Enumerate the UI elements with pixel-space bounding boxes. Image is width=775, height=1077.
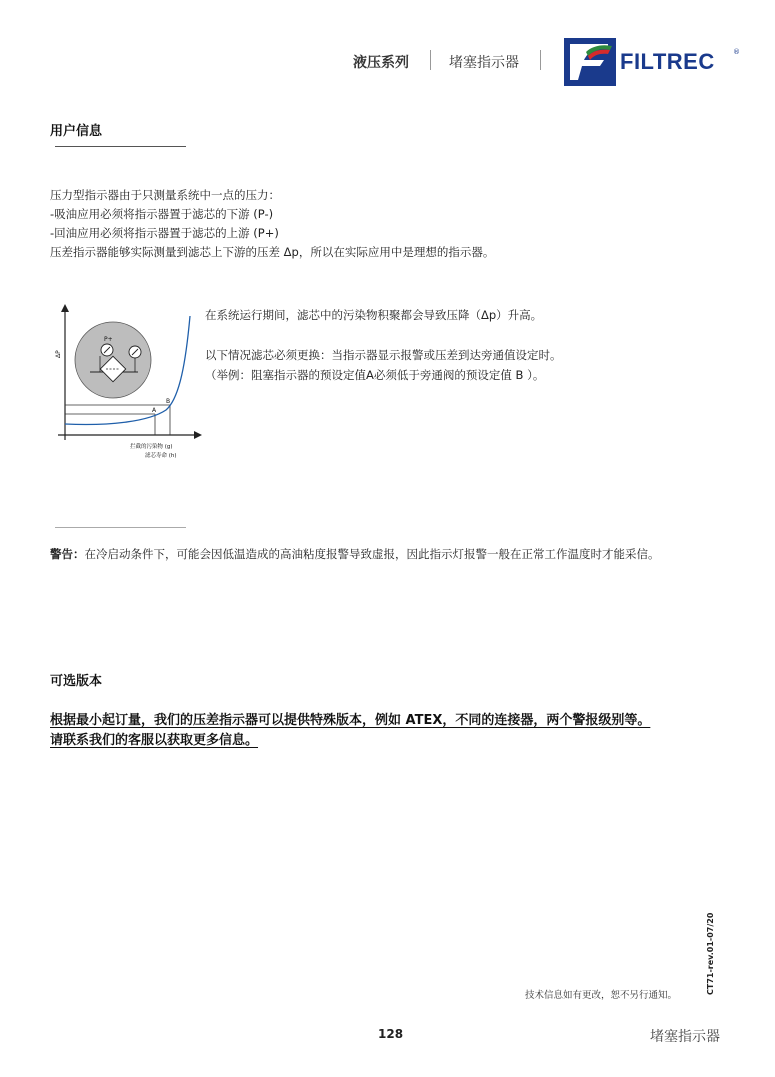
footer-product: 堵塞指示器 [650,1029,720,1045]
page-number: 128 [378,1027,404,1041]
section-title-optional: 可选版本 [50,674,103,689]
diagram-note: 在系统运行期间，滤芯中的污染物积聚都会导致压降（Δp）升高。 [205,308,543,322]
user-info-line: -回油应用必须将指示器置于滤芯的上游 (P+) [50,226,279,240]
optional-line: 请联系我们的客服以获取更多信息。 [50,733,259,748]
user-info-line: 压差指示器能够实际测量到滤芯上下游的压差 Δp，所以在实际应用中是理想的指示器。 [50,245,495,259]
logo-text: FILTREC [620,49,715,74]
header-product: 堵塞指示器 [449,55,519,71]
filtrec-logo-icon [564,38,616,86]
header-divider [430,50,431,70]
y-axis-arrow [61,304,69,312]
x-axis-label-1: 拦截的污染物 (g) [130,444,173,450]
point-b-label: B [166,398,171,405]
section-title-user-info: 用户信息 [50,124,103,139]
section-rule [55,146,186,147]
y-axis-label: ΔP [55,350,62,358]
x-axis-arrow [194,431,202,439]
point-a-label: A [152,407,157,414]
clogging-diagram [48,300,208,465]
diagram-note: （举例：阻塞指示器的预设定值A必须低于旁通阀的预设定值 B ）。 [205,368,545,382]
section-rule [55,527,186,528]
warning-text: 在冷启动条件下，可能会因低温造成的高油粘度报警导致虚报，因此指示灯报警一般在正常工作温度时才能采信。 [84,547,660,561]
header-divider [540,50,541,70]
warning-paragraph [50,546,660,562]
optional-line: 根据最小起订量，我们的压差指示器可以提供特殊版本，例如 ATEX，不同的连接器，两个警报级别等。 [50,713,651,728]
header-series: 液压系列 [353,55,409,71]
x-axis-label-2: 滤芯寿命 (h) [145,453,177,459]
warning-label: 警告： [50,547,85,561]
user-info-line: 压力型指示器由于只测量系统中一点的压力： [50,188,280,202]
user-info-line: -吸油应用必须将指示器置于滤芯的下游 (P-) [50,207,274,221]
symbol-label: P+ [104,336,113,343]
revision-code: CT71-rev.01-07/20 [706,912,715,995]
registered-mark: ® [733,48,740,56]
footer-notice: 技术信息如有更改，恕不另行通知。 [525,990,678,1001]
diagram-note: 以下情况滤芯必须更换：当指示器显示报警或压差到达旁通值设定时。 [205,348,562,362]
